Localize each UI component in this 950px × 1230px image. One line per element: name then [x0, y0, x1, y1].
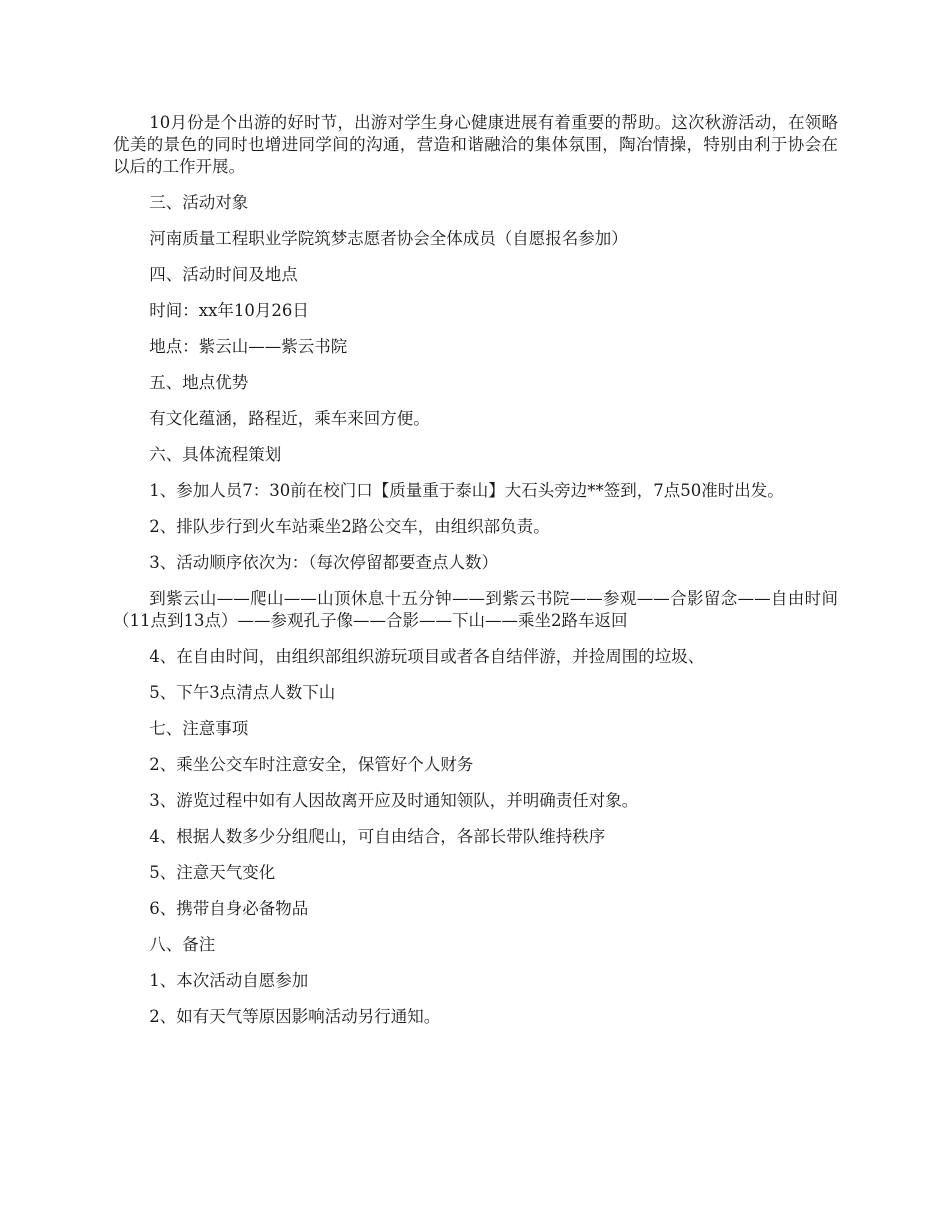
document-body — [113, 112, 838, 1042]
notes-item: 4、根据人数多少分组爬山，可自由结合，各部长带队维持秩序 — [149, 827, 606, 846]
notes-item: 2、乘坐公交车时注意安全，保管好个人财务 — [149, 755, 474, 774]
process-item: 5、下午3点清点人数下山 — [149, 683, 336, 702]
target-text: 河南质量工程职业学院筑梦志愿者协会全体成员（自愿报名参加） — [149, 229, 628, 248]
notes-item: 6、携带自身必备物品 — [149, 899, 309, 918]
section-heading-remarks: 八、备注 — [149, 935, 216, 954]
process-sequence: 到紫云山——爬山——山顶休息十五分钟——到紫云书院——参观——合影留念——自由时间（11点到13点）——参观孔子像——合影——下山——乘坐2路车返回 — [113, 589, 838, 630]
intro-paragraph: 10月份是个出游的好时节，出游对学生身心健康进展有着重要的帮助。这次秋游活动，在领略优美的景色的同时也增进同学间的沟通，营造和谐融洽的集体氛围，陶冶情操，特别由利于协会在以后的工作开展。 — [113, 113, 838, 176]
section-heading-notes: 七、注意事项 — [149, 719, 249, 738]
section-heading-time-place: 四、活动时间及地点 — [149, 265, 298, 284]
remarks-item: 1、本次活动自愿参加 — [149, 971, 309, 990]
process-item: 3、活动顺序依次为：（每次停留都要查点人数） — [149, 553, 499, 572]
section-heading-target: 三、活动对象 — [149, 193, 249, 212]
time-text: 时间：xx年10月26日 — [149, 301, 309, 320]
process-item: 4、在自由时间，由组织部组织游玩项目或者各自结伴游，并捡周围的垃圾、 — [149, 647, 705, 666]
place-text: 地点：紫云山——紫云书院 — [149, 337, 348, 356]
remarks-item: 2、如有天气等原因影响活动另行通知。 — [149, 1007, 441, 1026]
notes-item: 3、游览过程中如有人因故离开应及时通知领队，并明确责任对象。 — [149, 791, 639, 810]
advantage-text: 有文化蕴涵，路程近，乘车来回方便。 — [149, 409, 430, 428]
section-heading-advantage: 五、地点优势 — [149, 373, 249, 392]
process-item: 2、排队步行到火车站乘坐2路公交车，由组织部负责。 — [149, 517, 550, 536]
notes-item: 5、注意天气变化 — [149, 863, 276, 882]
section-heading-process: 六、具体流程策划 — [149, 445, 282, 464]
process-item: 1、参加人员7：30前在校门口【质量重于泰山】大石头旁边**签到，7点50准时出发。 — [149, 481, 784, 500]
